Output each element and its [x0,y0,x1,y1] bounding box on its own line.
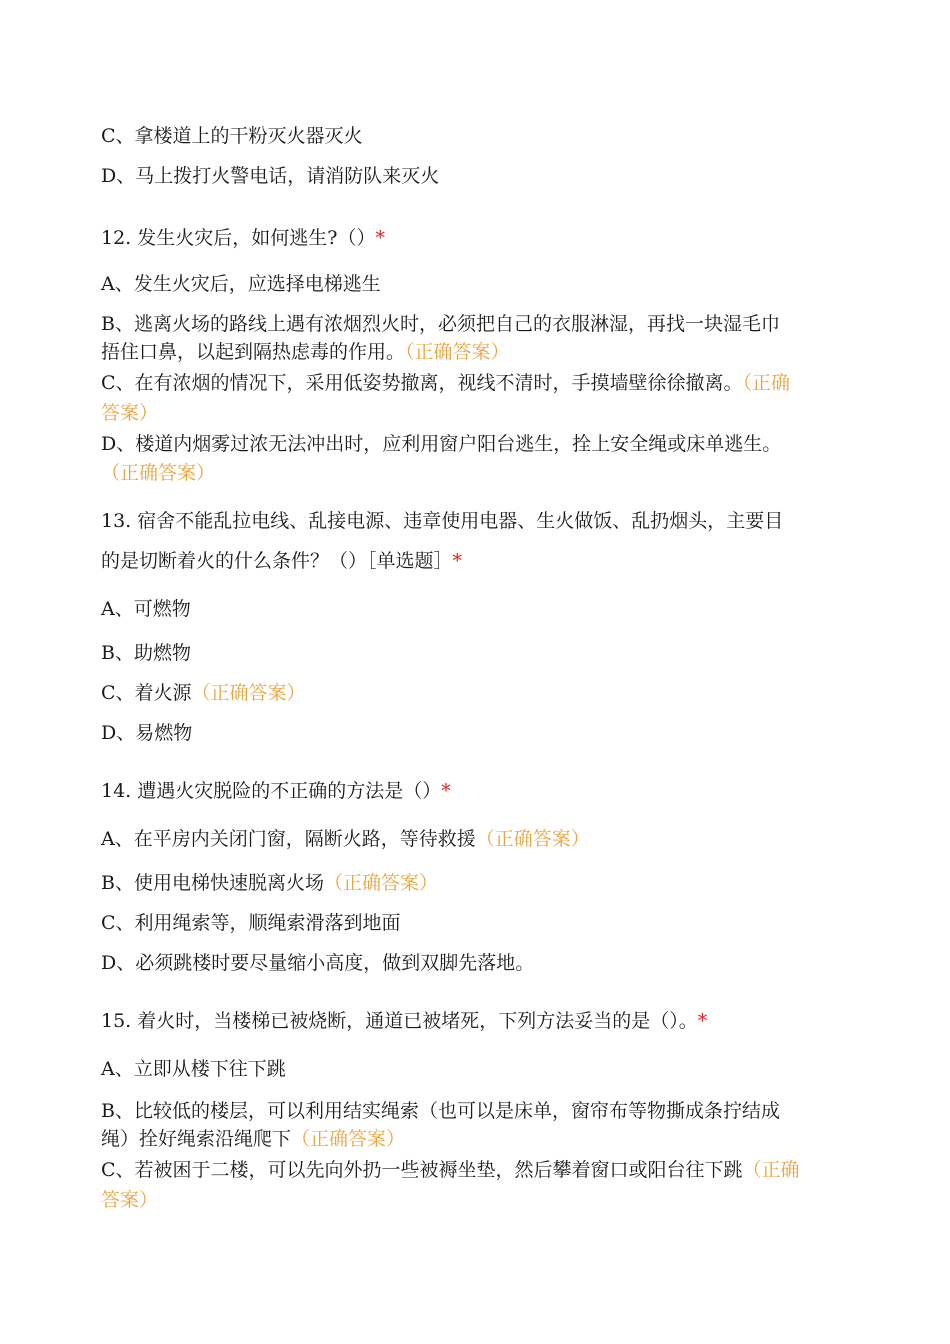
correct-answer-tag: （正确答案） [323,872,438,894]
q13-option-a: A、可燃物 [101,598,191,620]
q12-option-b-line1: B、逃离火场的路线上遇有浓烟烈火时，必须把自己的衣服淋湿，再找一块湿毛巾 [101,313,780,335]
correct-answer-tag: （正确 [742,1159,800,1181]
q12-option-c-line1: C、在有浓烟的情况下，采用低姿势撤离，视线不清时，手摸墙壁徐徐撤离。（正确 [101,372,791,394]
q12-option-d-line2: （正确答案） [101,462,216,484]
q15-question: 15. 着火时，当楼梯已被烧断，通道已被堵死，下列方法妥当的是（）。* [101,1010,708,1032]
q12-option-b-line2: 捂住口鼻，以起到隔热虑毒的作用。（正确答案） [101,341,510,363]
q13-option-c: C、着火源（正确答案） [101,682,306,704]
q15-option-c-line2: 答案） [101,1189,159,1211]
correct-answer-tag: （正确答案） [291,1128,406,1150]
required-star: * [441,780,451,802]
required-star: * [697,1010,708,1032]
q14-option-b: B、使用电梯快速脱离火场（正确答案） [101,872,438,894]
q11-option-d: D、马上拨打火警电话，请消防队来灭火 [101,165,440,187]
q13-question-line1: 13. 宿舍不能乱拉电线、乱接电源、违章使用电器、生火做饭、乱扔烟头，主要目 [101,510,784,532]
q13-option-b: B、助燃物 [101,642,191,664]
q14-question: 14. 遭遇火灾脱险的不正确的方法是（）* [101,780,451,802]
required-star: * [375,227,385,249]
q12-option-a: A、发生火灾后，应选择电梯逃生 [101,273,381,295]
q15-option-b-line2: 绳）拴好绳索沿绳爬下（正确答案） [101,1128,406,1150]
correct-answer-tag: （正确答案） [475,828,590,850]
q12-option-c-line2: 答案） [101,402,159,424]
correct-answer-tag: （正确 [742,372,791,394]
q13-question-line2: 的是切断着火的什么条件？（）［单选题］* [101,550,463,572]
correct-answer-tag: （正确答案） [191,682,306,704]
correct-answer-tag: （正确答案） [405,341,510,363]
q13-option-d: D、易燃物 [101,722,193,744]
q12-option-d-line1: D、楼道内烟雾过浓无法冲出时，应利用窗户阳台逃生，拴上安全绳或床单逃生。 [101,433,782,455]
q15-option-b-line1: B、比较低的楼层，可以利用结实绳索（也可以是床单，窗帘布等物撕成条拧结成 [101,1100,780,1122]
q11-option-c: C、拿楼道上的干粉灭火器灭火 [101,125,363,147]
required-star: * [452,550,463,572]
q14-option-d: D、必须跳楼时要尽量缩小高度，做到双脚先落地。 [101,952,535,974]
q15-option-c-line1: C、若被困于二楼，可以先向外扔一些被褥坐垫，然后攀着窗口或阳台往下跳（正确 [101,1159,800,1181]
q15-option-a: A、立即从楼下往下跳 [101,1058,286,1080]
q14-option-c: C、利用绳索等，顺绳索滑落到地面 [101,912,401,934]
q12-question: 12. 发生火灾后，如何逃生?（）* [101,227,385,249]
q14-option-a: A、在平房内关闭门窗，隔断火路，等待救援（正确答案） [101,828,590,850]
